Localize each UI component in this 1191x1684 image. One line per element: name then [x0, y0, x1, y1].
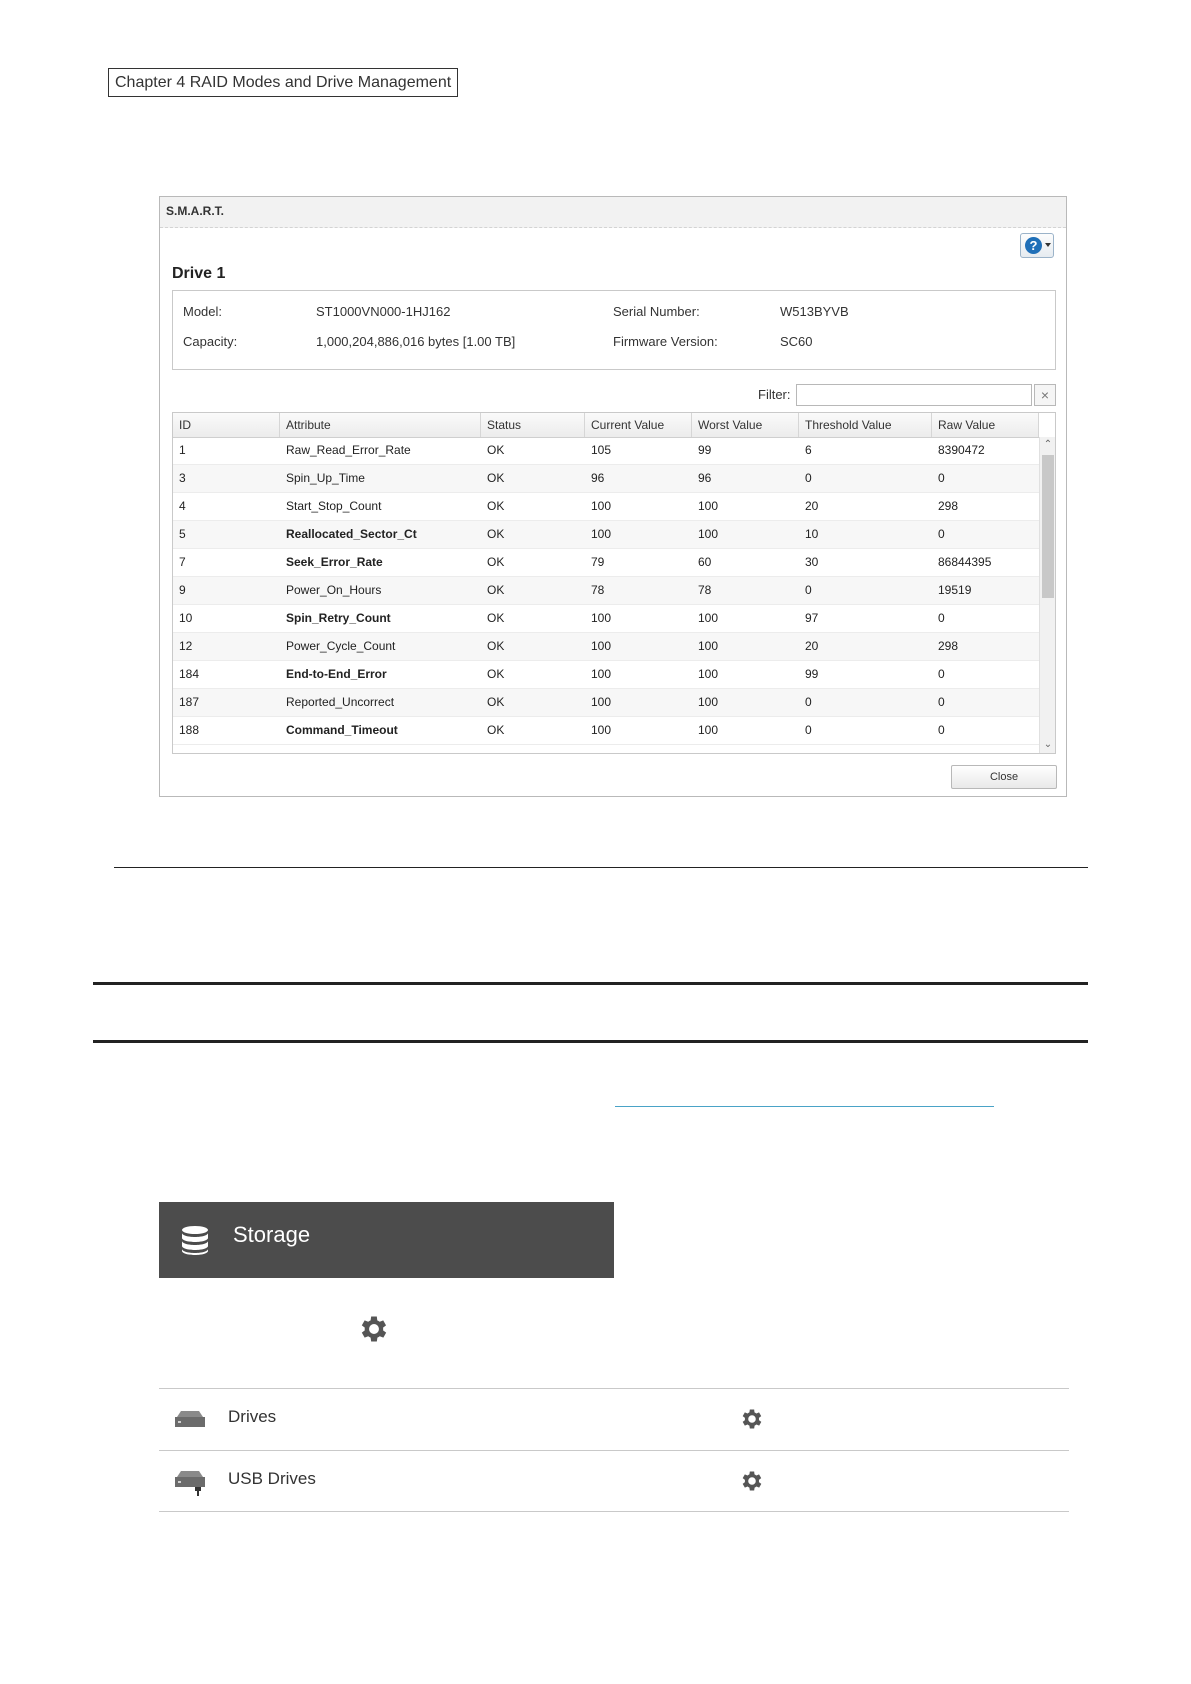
cell-worst-value: 99	[698, 443, 712, 457]
section-rule-bottom	[93, 1040, 1088, 1043]
cell-attribute: Power_Cycle_Count	[286, 639, 396, 653]
cell-attribute: End-to-End_Error	[286, 667, 387, 681]
firmware-label: Firmware Version:	[613, 334, 718, 349]
cell-id: 184	[179, 667, 200, 681]
usb-drive-icon	[173, 1469, 207, 1497]
cell-worst-value: 100	[698, 499, 719, 513]
cell-worst-value: 60	[698, 555, 712, 569]
table-scrollbar[interactable]	[1039, 437, 1056, 753]
gear-icon	[357, 1312, 391, 1346]
cell-raw-value: 19519	[938, 583, 972, 597]
table-row[interactable]	[173, 549, 1039, 577]
cell-raw-value: 0	[938, 667, 945, 681]
list-item-label: Drives	[228, 1407, 277, 1426]
cell-id: 7	[179, 555, 186, 569]
cell-current-value: 96	[591, 471, 605, 485]
cell-status: OK	[487, 527, 505, 541]
list-item-usb-drives[interactable]	[159, 1450, 1069, 1512]
cell-current-value: 100	[591, 527, 612, 541]
table-row[interactable]	[173, 577, 1039, 605]
gear-icon[interactable]	[739, 1468, 765, 1494]
cell-id: 187	[179, 695, 200, 709]
help-button[interactable]	[1020, 233, 1054, 258]
column-header-attribute[interactable]: Attribute	[280, 413, 481, 437]
cell-current-value: 105	[591, 443, 612, 457]
table-row[interactable]	[173, 661, 1039, 689]
column-header-worst-value[interactable]: Worst Value	[692, 413, 799, 437]
cell-current-value: 100	[591, 723, 612, 737]
cell-id: 5	[179, 527, 186, 541]
cell-worst-value: 100	[698, 695, 719, 709]
cell-threshold-value: 20	[805, 499, 819, 513]
capacity-label: Capacity:	[183, 334, 238, 349]
cell-attribute: Raw_Read_Error_Rate	[286, 443, 411, 457]
serial-label: Serial Number:	[613, 304, 700, 319]
cell-id: 12	[179, 639, 193, 653]
table-row[interactable]	[173, 633, 1039, 661]
cell-attribute: Power_On_Hours	[286, 583, 382, 597]
cell-attribute: Command_Timeout	[286, 723, 398, 737]
section-rule-top	[93, 982, 1088, 985]
cell-raw-value: 298	[938, 639, 959, 653]
cell-status: OK	[487, 443, 505, 457]
storage-label: Storage	[233, 1222, 311, 1247]
database-icon	[179, 1224, 211, 1256]
link-underline	[615, 1106, 994, 1107]
cell-attribute: Start_Stop_Count	[286, 499, 382, 513]
table-body	[173, 437, 1039, 754]
cell-current-value: 79	[591, 555, 605, 569]
cell-raw-value: 0	[938, 695, 945, 709]
table-row[interactable]	[173, 521, 1039, 549]
cell-status: OK	[487, 471, 505, 485]
cell-threshold-value: 0	[805, 471, 812, 485]
cell-threshold-value: 20	[805, 639, 819, 653]
filter-input[interactable]	[796, 384, 1032, 406]
cell-attribute: Reported_Uncorrect	[286, 695, 395, 709]
cell-threshold-value: 30	[805, 555, 819, 569]
model-label: Model:	[183, 304, 223, 319]
cell-current-value: 100	[591, 695, 612, 709]
cell-id: 4	[179, 499, 186, 513]
cell-current-value: 100	[591, 667, 612, 681]
column-header-id[interactable]: ID	[173, 413, 280, 437]
chevron-down-icon	[1045, 243, 1051, 247]
cell-raw-value: 0	[938, 527, 945, 541]
model-value: ST1000VN000-1HJ162	[316, 304, 451, 319]
table-row[interactable]	[173, 717, 1039, 745]
cell-attribute: Seek_Error_Rate	[286, 555, 383, 569]
column-header-threshold-value[interactable]: Threshold Value	[799, 413, 932, 437]
cell-threshold-value: 99	[805, 667, 819, 681]
table-row[interactable]	[173, 437, 1039, 465]
cell-status: OK	[487, 583, 505, 597]
cell-status: OK	[487, 611, 505, 625]
drive-icon	[173, 1407, 207, 1435]
cell-threshold-value: 6	[805, 443, 812, 457]
cell-raw-value: 86844395	[938, 555, 992, 569]
cell-threshold-value: 0	[805, 583, 812, 597]
cell-current-value: 100	[591, 639, 612, 653]
cell-worst-value: 78	[698, 583, 712, 597]
cell-current-value: 100	[591, 611, 612, 625]
cell-status: OK	[487, 555, 505, 569]
filter-label: Filter:	[758, 387, 791, 402]
cell-attribute: Spin_Up_Time	[286, 471, 365, 485]
smart-dialog	[159, 196, 1067, 797]
cell-id: 9	[179, 583, 186, 597]
cell-threshold-value: 0	[805, 723, 812, 737]
serial-value: W513BYVB	[780, 304, 849, 319]
drive-title: Drive 1	[172, 265, 226, 282]
column-header-raw-value[interactable]: Raw Value	[932, 413, 1039, 437]
gear-icon[interactable]	[739, 1406, 765, 1432]
cell-worst-value: 100	[698, 667, 719, 681]
cell-status: OK	[487, 499, 505, 513]
smart-table	[172, 412, 1056, 754]
list-item-label: USB Drives	[228, 1469, 316, 1488]
table-row[interactable]	[173, 689, 1039, 717]
capacity-value: 1,000,204,886,016 bytes [1.00 TB]	[316, 334, 516, 349]
cell-worst-value: 96	[698, 471, 712, 485]
cell-raw-value: 0	[938, 723, 945, 737]
cell-worst-value: 100	[698, 611, 719, 625]
cell-threshold-value: 10	[805, 527, 819, 541]
list-item-drives[interactable]	[159, 1388, 1069, 1450]
cell-raw-value: 298	[938, 499, 959, 513]
section-rule	[114, 867, 1088, 868]
cell-raw-value: 0	[938, 471, 945, 485]
cell-raw-value: 0	[938, 611, 945, 625]
drive-info-panel	[172, 290, 1056, 370]
cell-threshold-value: 97	[805, 611, 819, 625]
column-header-status[interactable]: Status	[481, 413, 585, 437]
cell-worst-value: 100	[698, 639, 719, 653]
table-row[interactable]	[173, 465, 1039, 493]
storage-banner[interactable]	[159, 1202, 614, 1278]
table-row[interactable]	[173, 493, 1039, 521]
cell-worst-value: 100	[698, 527, 719, 541]
cell-id: 10	[179, 611, 193, 625]
chapter-header: Chapter 4 RAID Modes and Drive Management	[108, 68, 458, 97]
scroll-thumb[interactable]	[1042, 455, 1054, 598]
cell-id: 3	[179, 471, 186, 485]
cell-current-value: 78	[591, 583, 605, 597]
column-header-current-value[interactable]: Current Value	[585, 413, 692, 437]
dialog-title: S.M.A.R.T.	[166, 204, 225, 218]
cell-status: OK	[487, 695, 505, 709]
table-row[interactable]	[173, 605, 1039, 633]
cell-threshold-value: 0	[805, 695, 812, 709]
clear-filter-button[interactable]: ×	[1034, 384, 1056, 406]
cell-status: OK	[487, 667, 505, 681]
scroll-down-icon[interactable]: ⌄	[1043, 739, 1053, 750]
cell-id: 1	[179, 443, 186, 457]
cell-attribute: Reallocated_Sector_Ct	[286, 527, 417, 541]
cell-attribute: Spin_Retry_Count	[286, 611, 391, 625]
scroll-up-icon[interactable]: ⌃	[1043, 439, 1053, 450]
help-icon: ?	[1025, 237, 1042, 254]
firmware-value: SC60	[780, 334, 813, 349]
cell-status: OK	[487, 639, 505, 653]
cell-raw-value: 8390472	[938, 443, 985, 457]
cell-current-value: 100	[591, 499, 612, 513]
cell-id: 188	[179, 723, 200, 737]
table-header	[173, 413, 1039, 438]
cell-status: OK	[487, 723, 505, 737]
cell-worst-value: 100	[698, 723, 719, 737]
close-button[interactable]: Close	[951, 765, 1057, 789]
